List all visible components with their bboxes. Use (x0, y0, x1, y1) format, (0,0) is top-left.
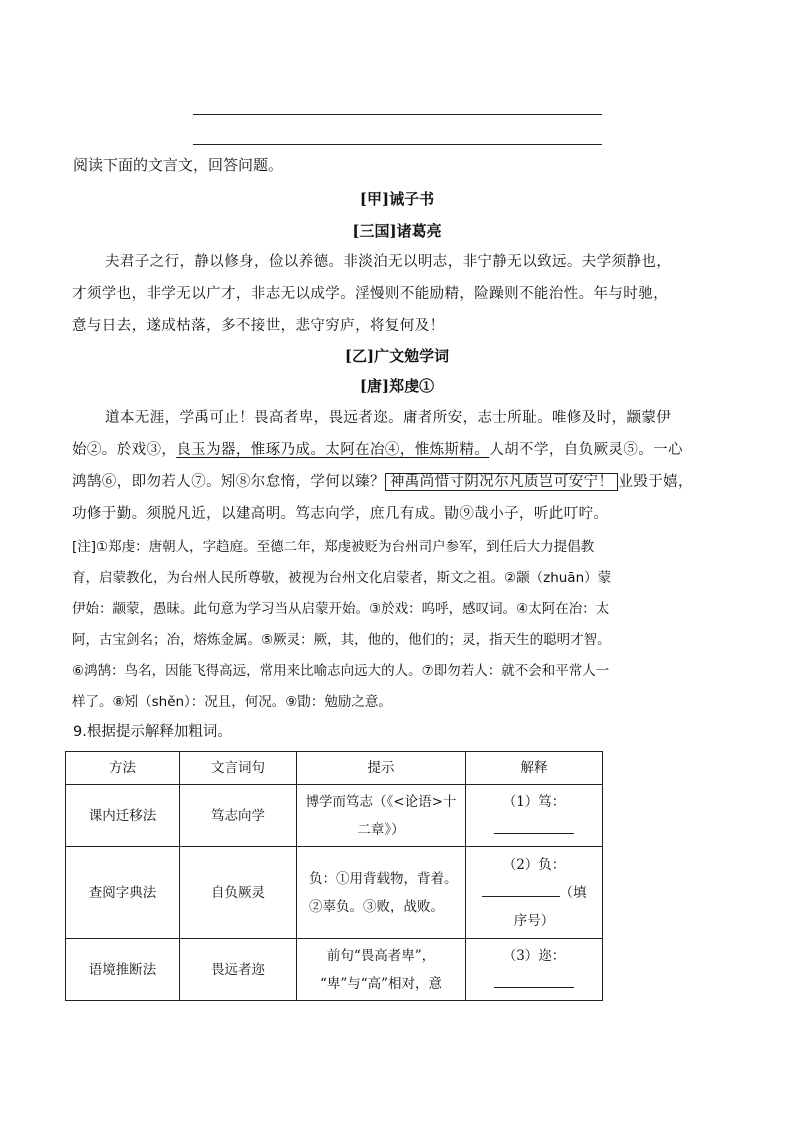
hint-cell (297, 785, 466, 847)
answer-label: （3）迩： (502, 947, 566, 964)
table-header-row (66, 752, 603, 785)
text-b-body (72, 402, 712, 530)
text-b-segment: 鸿鹄⑥，即勿若人⑦。矧⑧尔怠惰，学何以臻？ (72, 474, 385, 490)
table-row (66, 847, 603, 939)
text-b-segment: 人胡不学，自负厥灵⑤。一心 (489, 442, 683, 458)
text-b-title: [乙]广文勉学词 (344, 347, 450, 365)
answer-line-2 (193, 144, 602, 145)
hint-line: 二章》） (357, 821, 405, 838)
method-cell: 语境推断法 (66, 939, 180, 1001)
answer-cell (466, 785, 603, 847)
hint-cell (297, 939, 466, 1001)
answer-blank[interactable] (494, 973, 574, 988)
answer-line-wrap (470, 879, 598, 907)
vocab-table (65, 751, 603, 1001)
answer-label: （2）负： (502, 856, 566, 873)
answer-blank[interactable] (482, 882, 560, 897)
answer-note: （填 (559, 884, 587, 901)
phrase-text: 笃志向学 (211, 807, 265, 824)
underlined-sentence: 良玉为器，惟琢乃成。太阿在冶④，惟炼斯精。 (176, 442, 490, 458)
text-b-line (72, 434, 712, 466)
answer-line-1 (193, 114, 602, 115)
note-line: 阿，古宝剑名；冶，熔炼金属。⑤厥灵：厥，其，他的，他们的；灵，指天生的聪明才智。 (72, 632, 611, 648)
text-b-line (72, 466, 712, 498)
boxed-sentence: 神禹尚惜寸阴况尔凡质岂可安宁！ (385, 473, 619, 491)
phrase-cell (180, 785, 297, 847)
phrase-text: 自负厥灵 (211, 884, 265, 901)
header-cell: 解释 (466, 752, 603, 785)
phrase-text: 畏远者迩 (211, 961, 265, 978)
reading-instruction: 阅读下面的文言文，回答问题。 (73, 156, 284, 174)
text-b-line: 道本无涯，学禹可止！畏高者卑，畏远者迩。庸者所安，志士所耻。唯修及时，颛蒙伊 (105, 410, 672, 426)
note-line: 样了。⑧矧（shěn）：况且，何况。⑨勖：勉励之意。 (72, 694, 392, 710)
text-a-line: 才须学也，非学无以广才，非志无以成学。淫慢则不能励精，险躁则不能治性。年与时驰， (72, 286, 668, 302)
hint-cell (297, 847, 466, 939)
table-row (66, 785, 603, 847)
answer-note: 序号） (513, 912, 555, 929)
hint-line: ②辜负。③败，战败。 (309, 898, 444, 915)
method-cell: 查阅字典法 (66, 847, 180, 939)
annotations (72, 532, 722, 718)
text-b-author: [唐]郑虔① (359, 377, 435, 395)
text-a-title: [甲]诫子书 (359, 190, 435, 208)
header-cell: 提示 (297, 752, 466, 785)
text-b-segment: 业毁于嬉， (618, 474, 693, 490)
hint-line: 负：①用背载物，背着。 (309, 870, 458, 887)
hint-line: 前句“畏高者卑”， (326, 947, 436, 964)
text-a-line: 意与日去，遂成枯落，多不接世，悲守穷庐，将复何及！ (72, 318, 445, 334)
header-cell: 方法 (66, 752, 180, 785)
note-line: 育，启蒙教化，为台州人民所尊敬，被视为台州文化启蒙者，斯文之祖。②颛（zhuān）蒙 (72, 570, 612, 586)
header-cell: 文言词句 (180, 752, 297, 785)
question-9: 9.根据提示解释加粗词。 (73, 724, 232, 740)
table-row (66, 939, 603, 1001)
answer-cell (466, 939, 603, 1001)
note-line: ⑥鸿鹄：鸟名，因能飞得高远，常用来比喻志向远大的人。⑦即勿若人：就不会和平常人一 (72, 663, 610, 679)
note-line: [注]①郑虔：唐朝人，字趋庭。至德二年，郑虔被贬为台州司户参军，到任后大力提倡教 (72, 539, 595, 555)
hint-line: “卑”与“高”相对，意 (319, 975, 443, 992)
text-a-author: [三国]诸葛亮 (352, 222, 442, 240)
hint-line: 博学而笃志（《<论语>十 (305, 793, 457, 810)
text-a-body (72, 246, 712, 342)
phrase-cell (180, 939, 297, 1001)
answer-label: （1）笃： (502, 793, 566, 810)
answer-cell (466, 847, 603, 939)
answer-blank[interactable] (494, 819, 574, 834)
method-cell: 课内迁移法 (66, 785, 180, 847)
text-a-line: 夫君子之行，静以修身，俭以养德。非淡泊无以明志，非宁静无以致远。夫学须静也， (105, 254, 672, 270)
phrase-cell (180, 847, 297, 939)
note-line: 伊始：颛蒙，愚昧。此句意为学习当从启蒙开始。③於戏：呜呼，感叹词。④太阿在冶：太 (72, 601, 610, 617)
text-b-segment: 始②。於戏③， (72, 442, 177, 458)
text-b-line: 功修于勤。须脱凡近，以建高明。笃志向学，庶几有成。勖⑨哉小子，听此叮咛。 (72, 506, 609, 522)
